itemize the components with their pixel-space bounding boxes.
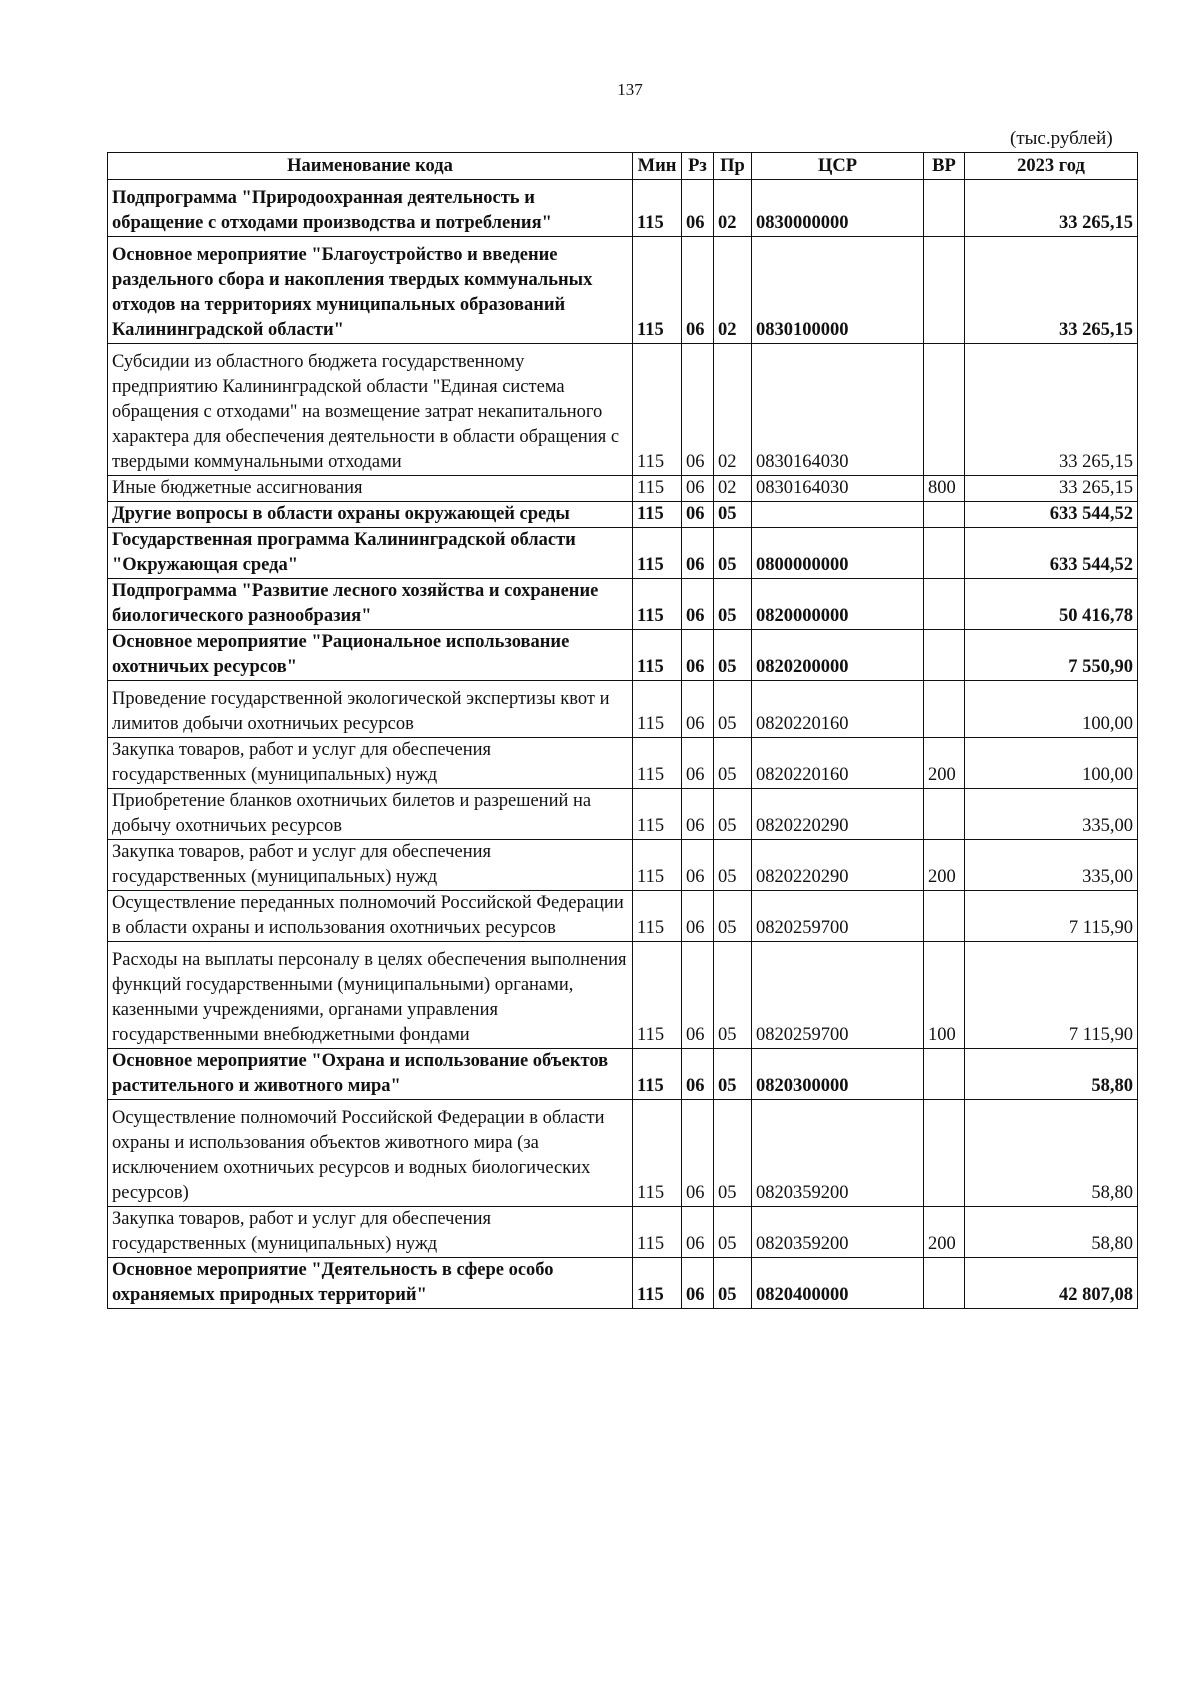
row-amount: 33 265,15 [965, 180, 1138, 237]
row-min: 115 [633, 344, 682, 476]
row-pr: 02 [714, 180, 752, 237]
row-csr: 0820220160 [752, 738, 924, 789]
row-pr: 02 [714, 476, 752, 502]
table-row [108, 502, 1138, 528]
row-name: Осуществление полномочий Российской Федерации в области охраны и использования объектов животного мира (за исключением охотничьих ресурсов и водных биологических ресурсов) [108, 1100, 633, 1207]
row-name: Иные бюджетные ассигнования [108, 476, 633, 502]
row-pr: 05 [714, 502, 752, 528]
row-name: Подпрограмма "Развитие лесного хозяйства и сохранение биологического разнообразия" [108, 579, 633, 630]
row-rz: 06 [682, 476, 714, 502]
row-rz: 06 [682, 237, 714, 344]
row-name: Закупка товаров, работ и услуг для обеспечения государственных (муниципальных) нужд [108, 1207, 633, 1258]
row-name: Проведение государственной экологической экспертизы квот и лимитов добычи охотничьих ресурсов [108, 681, 633, 738]
row-amount: 100,00 [965, 681, 1138, 738]
header-amount: 2023 год [965, 153, 1138, 180]
budget-table [107, 152, 1138, 1309]
row-rz: 06 [682, 840, 714, 891]
row-amount: 42 807,08 [965, 1258, 1138, 1309]
row-pr: 05 [714, 681, 752, 738]
row-csr: 0820000000 [752, 579, 924, 630]
row-csr: 0830100000 [752, 237, 924, 344]
row-min: 115 [633, 1049, 682, 1100]
row-min: 115 [633, 789, 682, 840]
row-name: Осуществление переданных полномочий Российской Федерации в области охраны и использования охотничьих ресурсов [108, 891, 633, 942]
row-amount: 33 265,15 [965, 237, 1138, 344]
row-pr: 05 [714, 891, 752, 942]
row-min: 115 [633, 942, 682, 1049]
row-min: 115 [633, 891, 682, 942]
row-min: 115 [633, 1100, 682, 1207]
header-min: Мин [633, 153, 682, 180]
row-pr: 02 [714, 237, 752, 344]
row-amount: 335,00 [965, 789, 1138, 840]
row-vr [924, 681, 965, 738]
row-rz: 06 [682, 579, 714, 630]
row-rz: 06 [682, 681, 714, 738]
row-csr: 0820200000 [752, 630, 924, 681]
row-rz: 06 [682, 1049, 714, 1100]
row-pr: 05 [714, 1207, 752, 1258]
row-amount: 58,80 [965, 1207, 1138, 1258]
row-name: Закупка товаров, работ и услуг для обеспечения государственных (муниципальных) нужд [108, 738, 633, 789]
row-name: Закупка товаров, работ и услуг для обеспечения государственных (муниципальных) нужд [108, 840, 633, 891]
row-csr: 0820220160 [752, 681, 924, 738]
row-min: 115 [633, 1258, 682, 1309]
row-name: Субсидии из областного бюджета государственному предприятию Калининградской области "Единая система обращения с отходами" на возмещение затрат некапитального характера для обеспечения деятельности в области обращения с твердыми коммунальными отходами [108, 344, 633, 476]
page-number: 137 [617, 80, 643, 99]
row-csr [752, 502, 924, 528]
table-row [108, 579, 1138, 630]
row-vr: 200 [924, 1207, 965, 1258]
table-row [108, 180, 1138, 237]
row-amount: 7 115,90 [965, 891, 1138, 942]
row-min: 115 [633, 630, 682, 681]
row-pr: 02 [714, 344, 752, 476]
row-pr: 05 [714, 1258, 752, 1309]
row-csr: 0830164030 [752, 344, 924, 476]
table-row [108, 476, 1138, 502]
row-csr: 0820359200 [752, 1207, 924, 1258]
table-row [108, 528, 1138, 579]
row-name: Государственная программа Калининградской области "Окружающая среда" [108, 528, 633, 579]
row-rz: 06 [682, 630, 714, 681]
row-csr: 0800000000 [752, 528, 924, 579]
row-pr: 05 [714, 630, 752, 681]
row-min: 115 [633, 681, 682, 738]
row-csr: 0820259700 [752, 942, 924, 1049]
header-name: Наименование кода [108, 153, 633, 180]
row-amount: 633 544,52 [965, 528, 1138, 579]
row-rz: 06 [682, 344, 714, 476]
row-rz: 06 [682, 891, 714, 942]
row-pr: 05 [714, 1100, 752, 1207]
row-vr: 200 [924, 840, 965, 891]
table-row [108, 681, 1138, 738]
row-csr: 0820220290 [752, 789, 924, 840]
row-vr [924, 180, 965, 237]
row-name: Расходы на выплаты персоналу в целях обеспечения выполнения функций государственными (муниципальными) органами, казенными учреждениями, органами управления государственными внебюджетными фондами [108, 942, 633, 1049]
table-row [108, 1207, 1138, 1258]
row-min: 115 [633, 180, 682, 237]
row-rz: 06 [682, 1207, 714, 1258]
table-row [108, 1100, 1138, 1207]
table-header-row [108, 153, 1138, 180]
row-csr: 0830164030 [752, 476, 924, 502]
row-rz: 06 [682, 789, 714, 840]
row-amount: 33 265,15 [965, 476, 1138, 502]
row-vr [924, 528, 965, 579]
row-amount: 58,80 [965, 1100, 1138, 1207]
row-vr [924, 237, 965, 344]
row-vr: 100 [924, 942, 965, 1049]
row-csr: 0820259700 [752, 891, 924, 942]
row-name: Приобретение бланков охотничьих билетов и разрешений на добычу охотничьих ресурсов [108, 789, 633, 840]
row-amount: 7 115,90 [965, 942, 1138, 1049]
row-name: Основное мероприятие "Благоустройство и введение раздельного сбора и накопления твердых коммунальных отходов на территориях муниципальных образований Калининградской области" [108, 237, 633, 344]
row-pr: 05 [714, 579, 752, 630]
row-pr: 05 [714, 942, 752, 1049]
row-vr [924, 1258, 965, 1309]
row-min: 115 [633, 1207, 682, 1258]
table-row [108, 840, 1138, 891]
row-rz: 06 [682, 502, 714, 528]
row-vr: 200 [924, 738, 965, 789]
row-vr [924, 891, 965, 942]
row-min: 115 [633, 237, 682, 344]
header-pr: Пр [714, 153, 752, 180]
row-vr [924, 630, 965, 681]
row-csr: 0830000000 [752, 180, 924, 237]
row-rz: 06 [682, 1258, 714, 1309]
table-row [108, 891, 1138, 942]
row-rz: 06 [682, 1100, 714, 1207]
row-amount: 58,80 [965, 1049, 1138, 1100]
row-name: Основное мероприятие "Рациональное использование охотничьих ресурсов" [108, 630, 633, 681]
row-vr [924, 344, 965, 476]
unit-label: (тыс.рублей) [1010, 128, 1113, 149]
row-pr: 05 [714, 528, 752, 579]
row-vr [924, 1100, 965, 1207]
header-csr: ЦСР [752, 153, 924, 180]
row-min: 115 [633, 738, 682, 789]
row-pr: 05 [714, 840, 752, 891]
row-pr: 05 [714, 738, 752, 789]
row-name: Другие вопросы в области охраны окружающей среды [108, 502, 633, 528]
row-name: Подпрограмма "Природоохранная деятельность и обращение с отходами производства и потребления" [108, 180, 633, 237]
row-pr: 05 [714, 1049, 752, 1100]
row-name: Основное мероприятие "Деятельность в сфере особо охраняемых природных территорий" [108, 1258, 633, 1309]
row-amount: 7 550,90 [965, 630, 1138, 681]
row-vr [924, 502, 965, 528]
row-amount: 335,00 [965, 840, 1138, 891]
header-rz: Рз [682, 153, 714, 180]
row-pr: 05 [714, 789, 752, 840]
row-amount: 50 416,78 [965, 579, 1138, 630]
row-csr: 0820359200 [752, 1100, 924, 1207]
table-row [108, 738, 1138, 789]
row-min: 115 [633, 579, 682, 630]
row-amount: 633 544,52 [965, 502, 1138, 528]
table-row [108, 630, 1138, 681]
row-vr [924, 789, 965, 840]
table-row [108, 789, 1138, 840]
row-vr: 800 [924, 476, 965, 502]
row-min: 115 [633, 840, 682, 891]
row-rz: 06 [682, 738, 714, 789]
row-vr [924, 579, 965, 630]
row-amount: 100,00 [965, 738, 1138, 789]
row-name: Основное мероприятие "Охрана и использование объектов растительного и животного мира" [108, 1049, 633, 1100]
table-row [108, 344, 1138, 476]
row-min: 115 [633, 476, 682, 502]
row-rz: 06 [682, 528, 714, 579]
row-csr: 0820400000 [752, 1258, 924, 1309]
row-csr: 0820300000 [752, 1049, 924, 1100]
row-amount: 33 265,15 [965, 344, 1138, 476]
table-row [108, 1049, 1138, 1100]
row-rz: 06 [682, 180, 714, 237]
row-csr: 0820220290 [752, 840, 924, 891]
row-min: 115 [633, 528, 682, 579]
header-vr: ВР [924, 153, 965, 180]
table-row [108, 237, 1138, 344]
row-rz: 06 [682, 942, 714, 1049]
row-min: 115 [633, 502, 682, 528]
table-row [108, 1258, 1138, 1309]
row-vr [924, 1049, 965, 1100]
table-row [108, 942, 1138, 1049]
